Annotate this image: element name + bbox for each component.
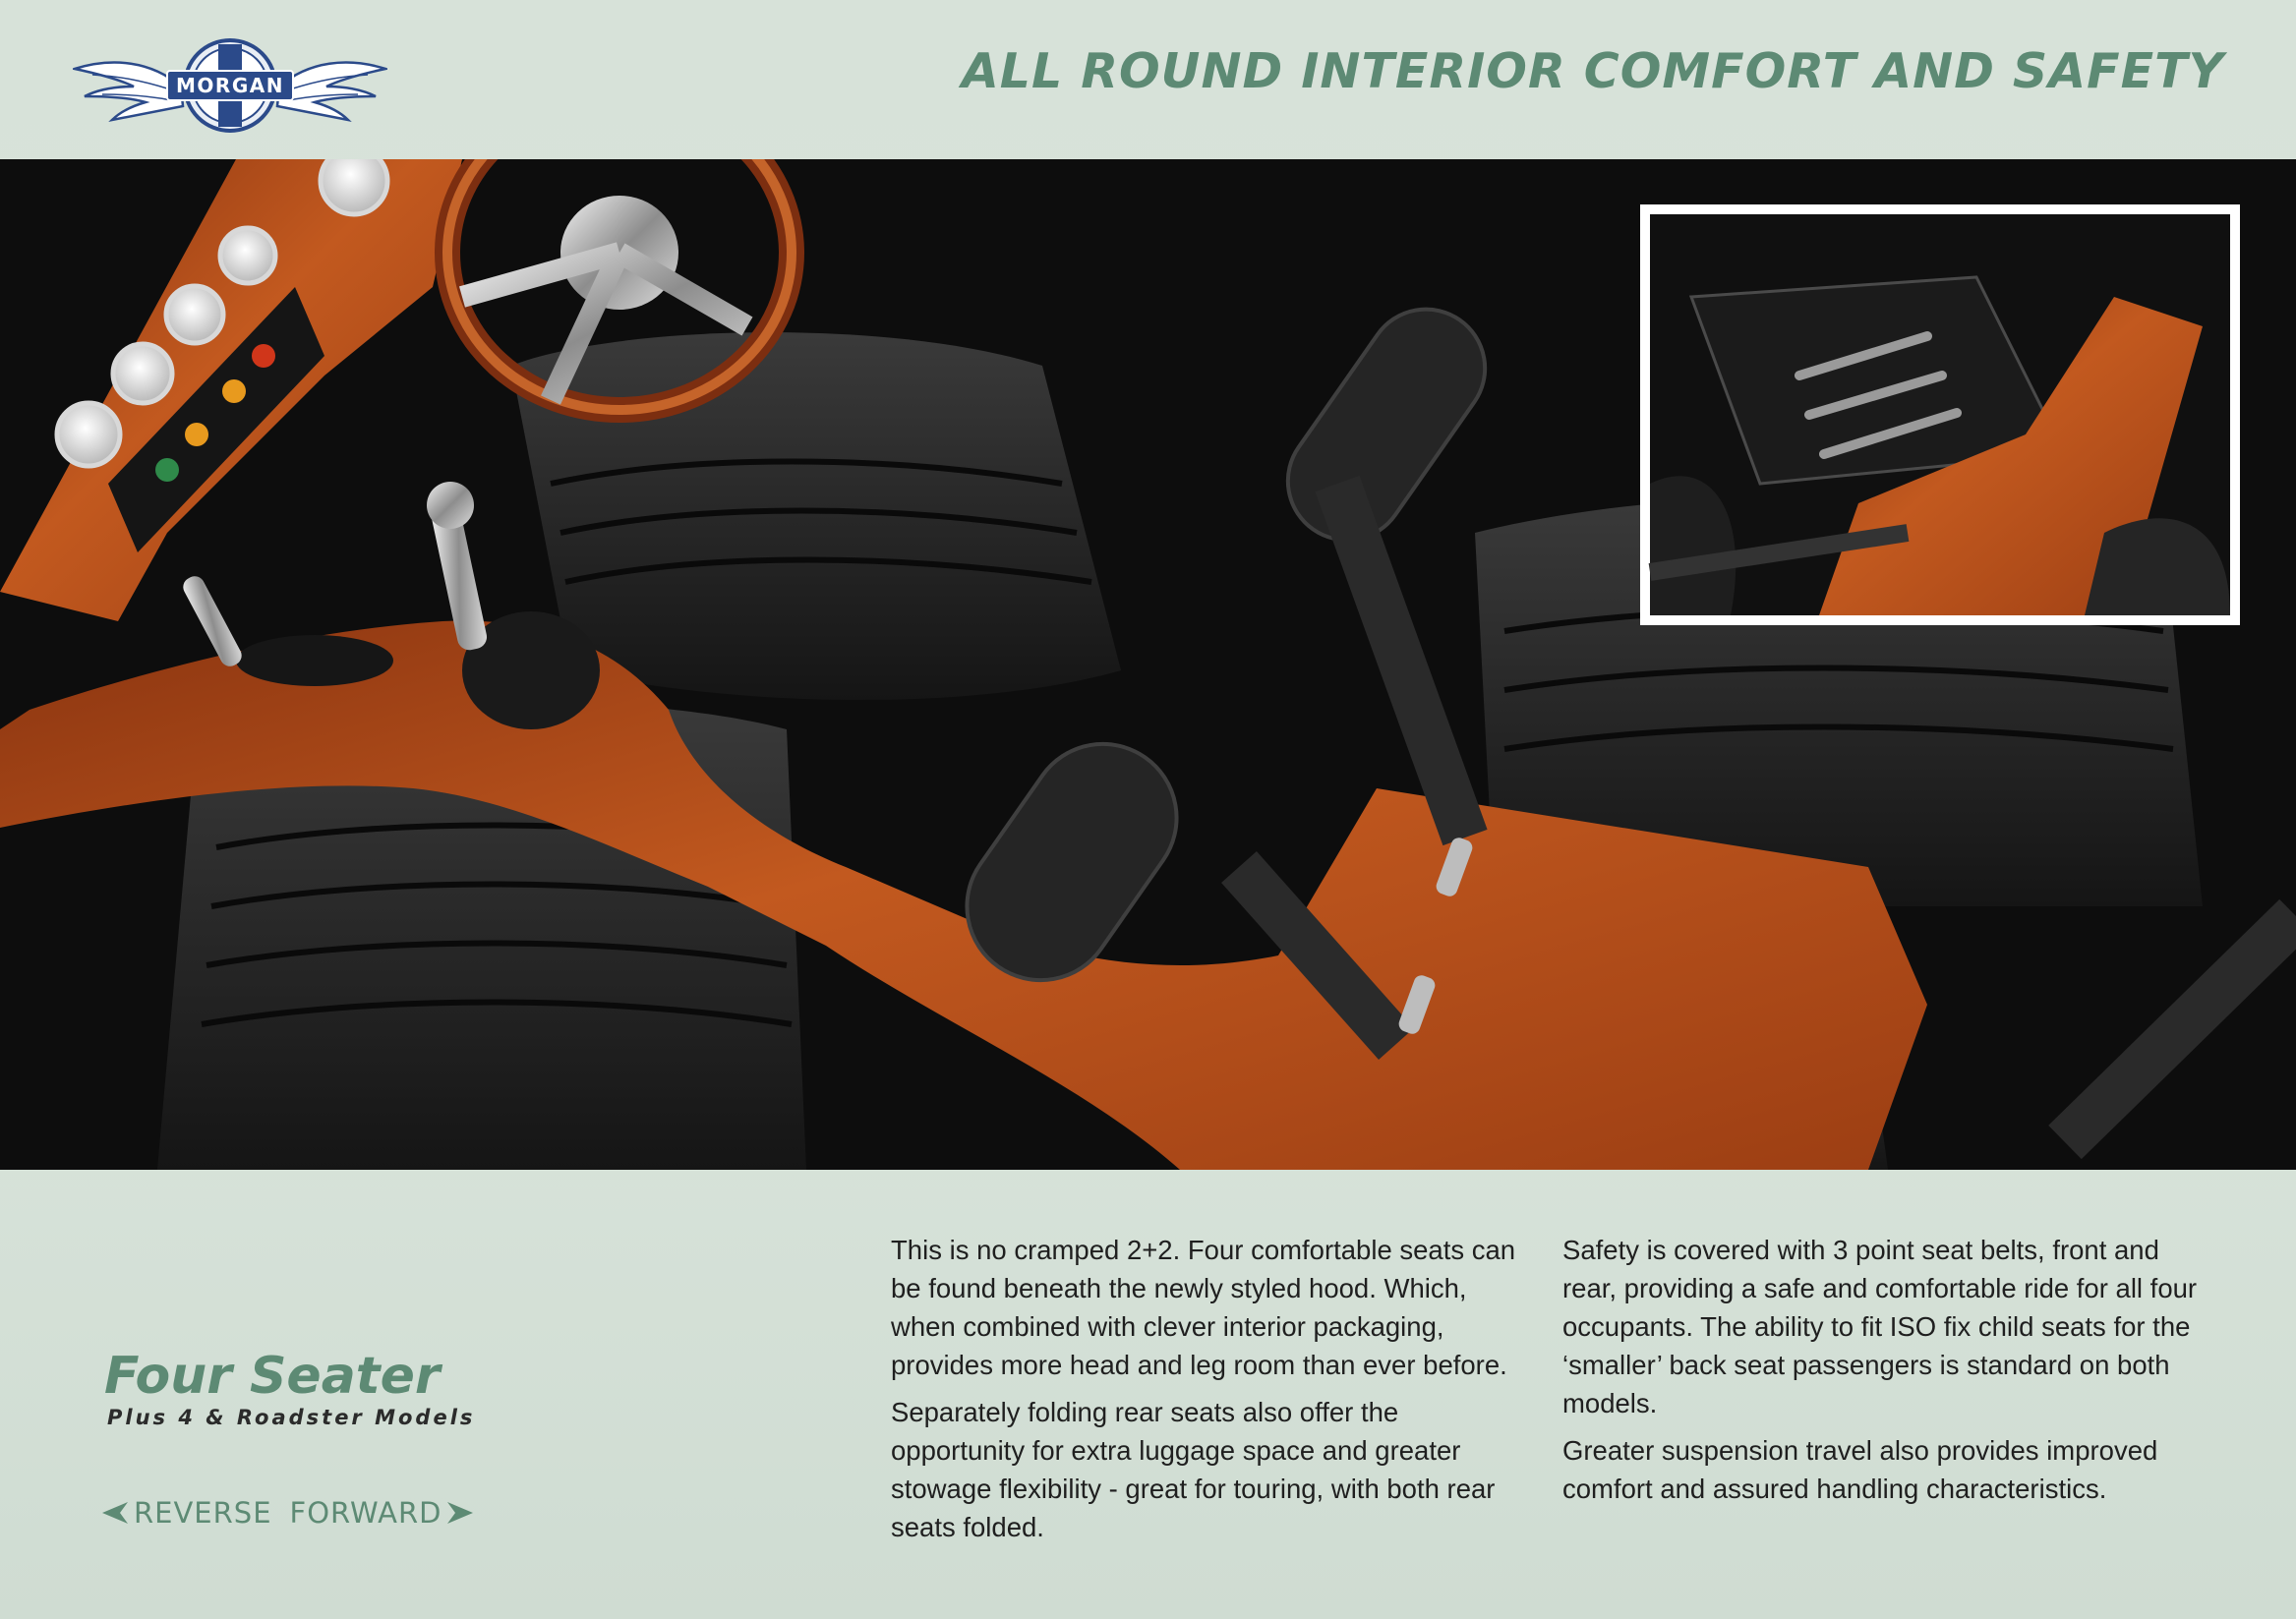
paragraph: Separately folding rear seats also offer the opportunity for extra luggage space and greater stowage flexibility - great for touring, with both rear seats folded. <box>891 1397 1496 1542</box>
paragraph: Safety is covered with 3 point seat belts, front and rear, providing a safe and comfortable ride for all four occupants. The ability to fit ISO fix child seats for the ‘smaller’ back seat passengers is standard on both models. <box>1562 1235 2198 1418</box>
reverse-label: REVERSE <box>134 1496 272 1530</box>
logo-text: MORGAN <box>176 74 284 97</box>
forward-link[interactable] <box>290 1496 474 1530</box>
model-title-block <box>104 1349 475 1429</box>
paragraph: This is no cramped 2+2. Four comfortable seats can be found beneath the newly styled hood. Which, when combined with clever interior packaging, provides more head and leg room than ever before. <box>891 1235 1516 1380</box>
model-subtitle: Plus 4 & Roadster Models <box>107 1406 476 1429</box>
forward-label: FORWARD <box>289 1496 442 1530</box>
front-seat-upper <box>511 332 1121 700</box>
reverse-link[interactable] <box>102 1496 272 1530</box>
body-column-1 <box>891 1231 1535 1555</box>
arrow-left-icon <box>102 1502 128 1524</box>
arrow-right-icon <box>447 1502 473 1524</box>
interior-photo <box>0 159 2296 1170</box>
page-headline: ALL ROUND INTERIOR COMFORT AND SAFETY <box>961 43 2224 99</box>
model-title: Four Seater <box>104 1347 441 1406</box>
inset-photo <box>1640 204 2240 625</box>
page-navigation <box>102 1496 473 1530</box>
body-column-2 <box>1562 1231 2207 1517</box>
morgan-logo <box>73 31 387 136</box>
paragraph: Greater suspension travel also provides improved comfort and assured handling characteristics. <box>1562 1435 2158 1504</box>
